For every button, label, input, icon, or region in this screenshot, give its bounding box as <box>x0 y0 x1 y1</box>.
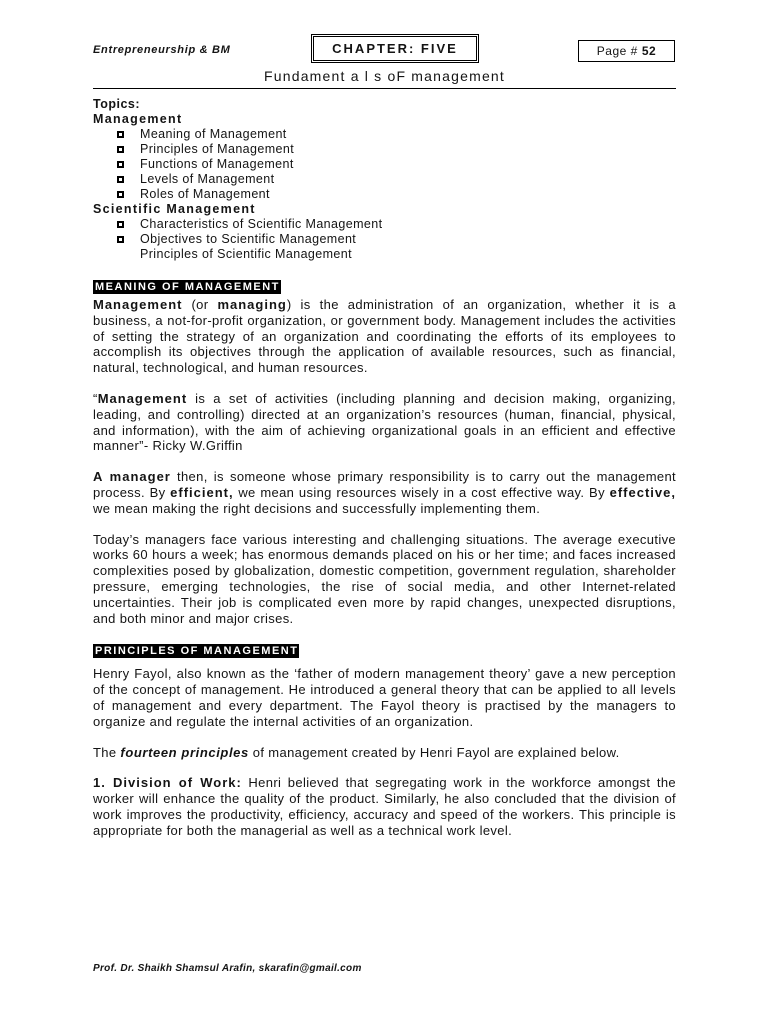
title-rule <box>93 88 676 89</box>
topic-item <box>93 142 676 157</box>
paragraph-text: we mean making the right decisions and successfully implementing them. <box>93 500 541 516</box>
content-column <box>93 97 676 839</box>
topic-item <box>93 127 676 142</box>
bullet-icon <box>117 161 124 168</box>
term-efficient: efficient, <box>170 484 234 500</box>
page-label: Page # <box>596 44 638 58</box>
topic-item-label: Roles of Management <box>140 187 270 201</box>
course-label: Entrepreneurship & BM <box>93 44 231 56</box>
topic-item-label: Functions of Management <box>140 157 294 171</box>
topic-item-label: Meaning of Management <box>140 127 287 141</box>
page-title: Fundament a l s oF management <box>263 68 506 84</box>
term-effective: effective, <box>609 484 676 500</box>
term-division-of-work: 1. Division of Work: <box>93 775 242 791</box>
paragraph-text: Henri believed that segregating work in the workforce amongst the worker will enhance the quality of the product. Similarly, he also concluded that the division of work improves the productivity, efficiency, accuracy and speed of the workers. This principle is appropriate for both the managerial as well as a technical work level. <box>93 775 677 838</box>
challenges-paragraph: Today’s managers face various interesting and challenging situations. The average executive works 60 hours a week; has enormous demands placed on his or her time; and faces increased complexities posed by globalization, domestic competition, government regulation, shareholder pressure, emerging technologies, the rise of social media, and other Internet-related uncertainties. Their job is complicated even more by rapid changes, unexpected disruptions, and both minor and major crises. <box>93 531 676 626</box>
term-a-manager: A manager <box>93 469 171 485</box>
bullet-icon <box>117 176 124 183</box>
page-number-box <box>578 40 675 62</box>
section-header-wrap <box>93 277 676 291</box>
scientific-topic-list <box>93 217 676 262</box>
paragraph-text: The <box>93 744 121 760</box>
quote-paragraph <box>93 391 676 454</box>
topic-item-unbulleted <box>93 247 676 262</box>
manager-paragraph <box>93 469 676 516</box>
fourteen-principles-paragraph <box>93 745 676 761</box>
topic-item <box>93 217 676 232</box>
chapter-box <box>311 34 479 63</box>
topic-heading-scientific: Scientific Management <box>93 202 256 216</box>
bullet-icon <box>117 236 124 243</box>
topic-item-label: Levels of Management <box>140 172 275 186</box>
page-number: 52 <box>641 44 657 58</box>
topic-item-label: Characteristics of Scientific Management <box>140 217 383 231</box>
paragraph-text: is a set of activities (including planning and decision making, organizing, leading, and controlling) directed at an organization’s resources (human, financial, physical, and information), with the aim of achieving organizational goals in an efficient and effective manner”- Ricky W.Griffin <box>93 390 676 454</box>
term-fourteen-principles: fourteen principles <box>120 744 249 760</box>
management-topic-list <box>93 127 676 202</box>
paragraph-text: then, is someone whose primary responsibility is to carry out the management process. By <box>93 469 676 500</box>
definition-paragraph <box>93 297 676 376</box>
paragraph-text: ) is the administration of an organization, whether it is a business, a not-for-profit organization, or government body. Management includes the activities of setting the strategy of an organization and coordinating the efforts of its employees to accomplish its objectives through the application of available resources, such as financial, natural, technological, and human resources. <box>93 297 676 376</box>
fayol-paragraph: Henry Fayol, also known as the ‘father of modern management theory’ gave a new perception of the concept of management. He introduced a general theory that can be applied to all levels of management and every department. The Fayol theory is practised by the managers to organize and regulate the internal activities of an organization. <box>93 666 676 729</box>
topic-heading-management: Management <box>93 112 183 126</box>
footer-author: Prof. Dr. Shaikh Shamsul Arafin, skarafin@gmail.com <box>93 963 362 974</box>
open-quote: “ <box>93 390 98 406</box>
bullet-icon <box>117 191 124 198</box>
term-management: Management <box>93 297 183 312</box>
topic-item-label: Principles of Management <box>140 142 295 156</box>
topics-label: Topics: <box>93 97 141 111</box>
paragraph-text: we mean using resources wisely in a cost effective way. By <box>233 484 610 500</box>
topic-item <box>93 187 676 202</box>
topics-block <box>93 97 676 262</box>
section-header-meaning: MEANING OF MANAGEMENT <box>95 281 280 293</box>
section-header-principles: PRINCIPLES OF MANAGEMENT <box>95 645 299 658</box>
section-header-wrap <box>93 641 676 658</box>
term-managing: managing <box>217 297 287 312</box>
topic-item <box>93 232 676 247</box>
division-of-work-paragraph <box>93 775 676 838</box>
topic-item <box>93 157 676 172</box>
paragraph-text: (or <box>182 297 218 312</box>
topic-item-label: Principles of Scientific Management <box>140 247 353 261</box>
chapter-title: CHAPTER: FIVE <box>332 41 458 56</box>
bullet-icon <box>117 221 124 228</box>
topic-item-label: Objectives to Scientific Management <box>140 232 357 246</box>
bullet-icon <box>117 131 124 138</box>
bullet-icon <box>117 146 124 153</box>
topic-item <box>93 172 676 187</box>
term-management: Management <box>97 390 188 406</box>
paragraph-text: of management created by Henri Fayol are explained below. <box>248 744 620 760</box>
